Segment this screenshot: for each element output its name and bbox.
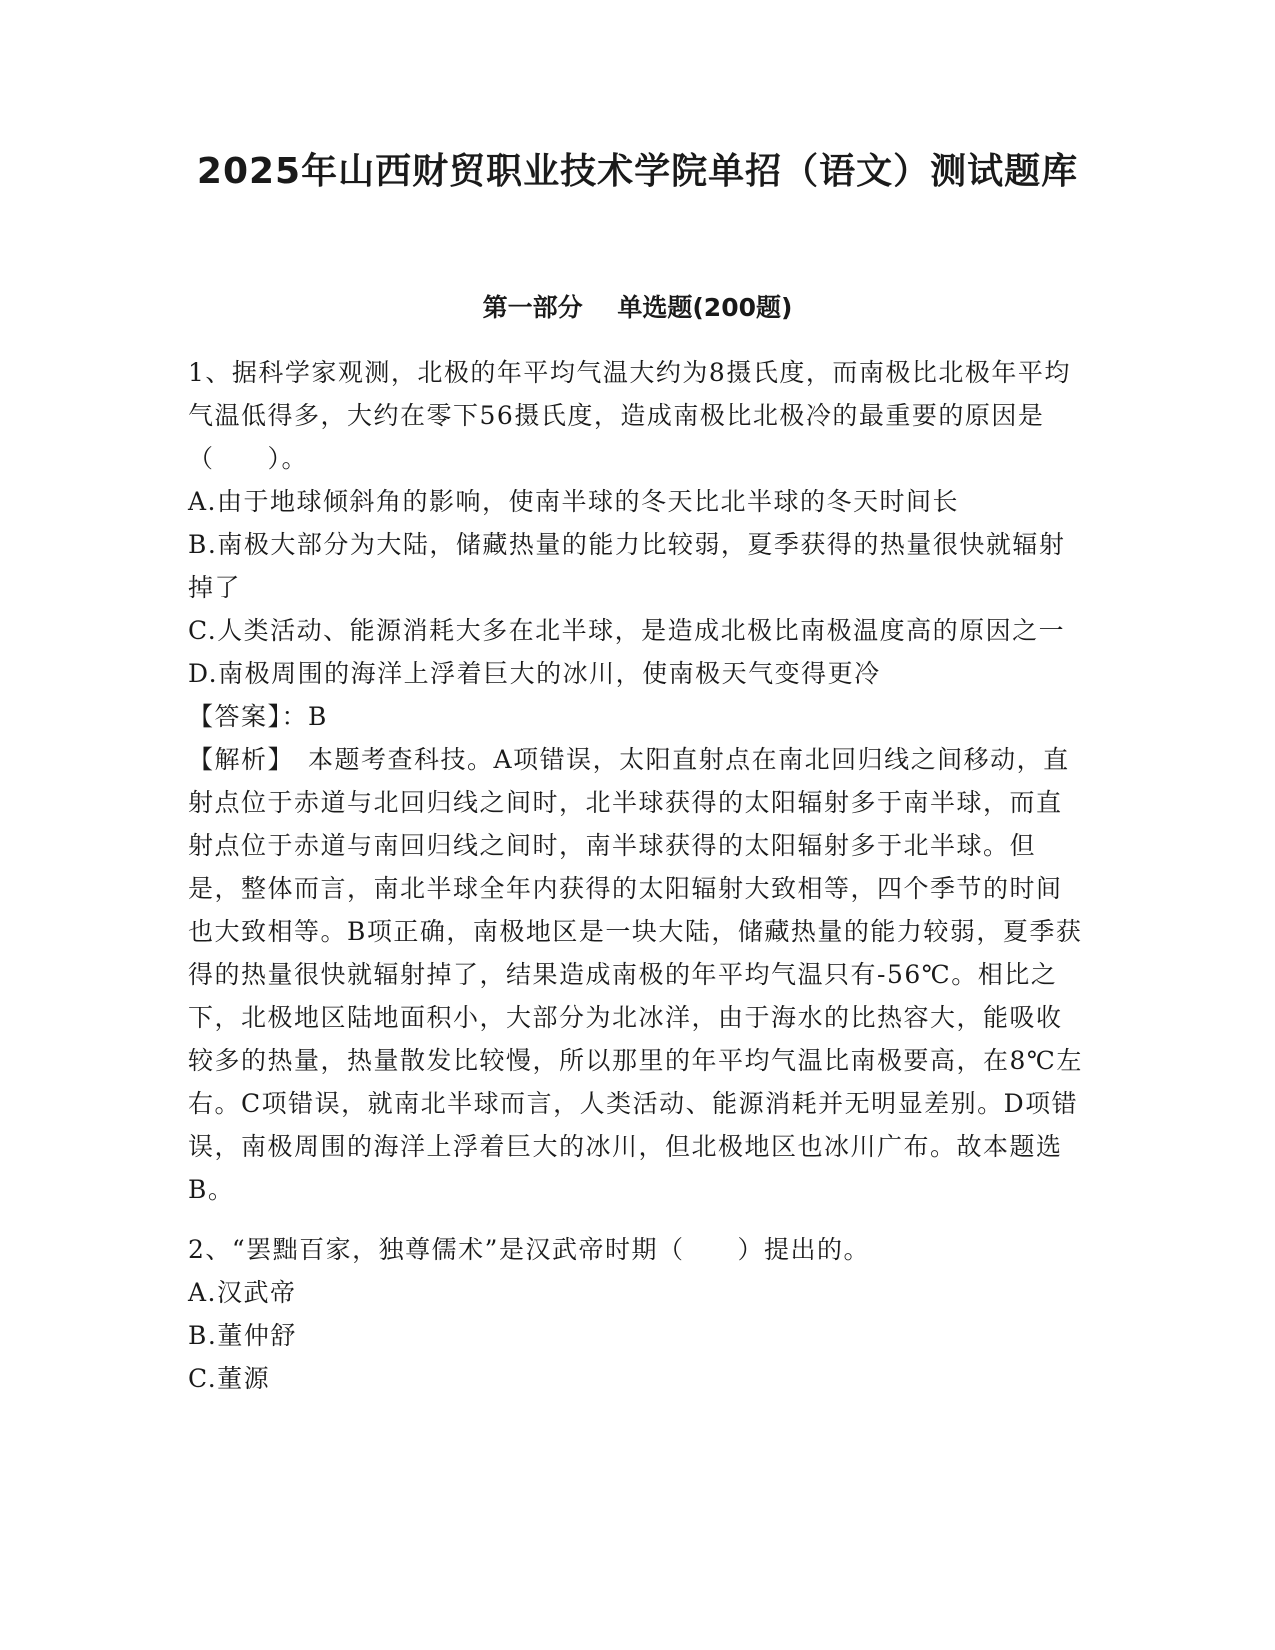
question-stem: 1、据科学家观测，北极的年平均气温大约为8摄氏度，而南极比北极年平均气温低得多，大约在零下56摄氏度，造成南极比北极冷的最重要的原因是（ ）。 bbox=[188, 358, 1071, 473]
option-c: C.人类活动、能源消耗大多在北半球，是造成北极比南极温度高的原因之一 bbox=[188, 616, 1066, 645]
answer-label: 【答案】： bbox=[188, 702, 309, 731]
analysis-paragraph bbox=[188, 738, 1088, 1211]
option-b: B.董仲舒 bbox=[188, 1321, 297, 1350]
option-b: B.南极大部分为大陆，储藏热量的能力比较弱，夏季获得的热量很快就辐射掉了 bbox=[188, 530, 1066, 602]
option-a: A.由于地球倾斜角的影响，使南半球的冬天比北半球的冬天时间长 bbox=[188, 487, 960, 516]
analysis-text: 本题考查科技。A项错误，太阳直射点在南北回归线之间移动，直射点位于赤道与北回归线之间时，北半球获得的太阳辐射多于南半球，而直射点位于赤道与南回归线之间时，南半球获得的太阳辐射多于北半球。但是，整体而言，南北半球全年内获得的太阳辐射大致相等，四个季节的时间也大致相等。B项正确，南极地区是一块大陆，储藏热量的能力较弱，夏季获得的热量很快就辐射掉了，结果造成南极的年平均气温只有-56℃。相比之下，北极地区陆地面积小，大部分为北冰洋，由于海水的比热容大，能吸收较多的热量，热量散发比较慢，所以那里的年平均气温比南极要高，在8℃左右。C项错误，就南北半球而言，人类活动、能源消耗并无明显差别。D项错误，南极周围的海洋上浮着巨大的冰川，但北极地区也冰川广布。故本题选B。 bbox=[188, 745, 1083, 1204]
section-title: 第一部分 单选题(200题) bbox=[482, 293, 793, 322]
answer-value: B bbox=[308, 702, 328, 731]
option-d: D.南极周围的海洋上浮着巨大的冰川，使南极天气变得更冷 bbox=[188, 659, 881, 688]
option-c: C.董源 bbox=[188, 1364, 271, 1393]
question-2 bbox=[188, 1228, 1088, 1400]
option-a: A.汉武帝 bbox=[188, 1278, 297, 1307]
question-stem: 2、“罢黜百家，独尊儒术”是汉武帝时期（ ）提出的。 bbox=[188, 1235, 870, 1264]
question-1 bbox=[188, 351, 1088, 1211]
question-list bbox=[188, 351, 1088, 1400]
answer-line bbox=[188, 695, 1088, 738]
analysis-label: 【解析】 bbox=[188, 745, 309, 774]
document-title: 2025年山西财贸职业技术学院单招（语文）测试题库 bbox=[196, 151, 1079, 192]
